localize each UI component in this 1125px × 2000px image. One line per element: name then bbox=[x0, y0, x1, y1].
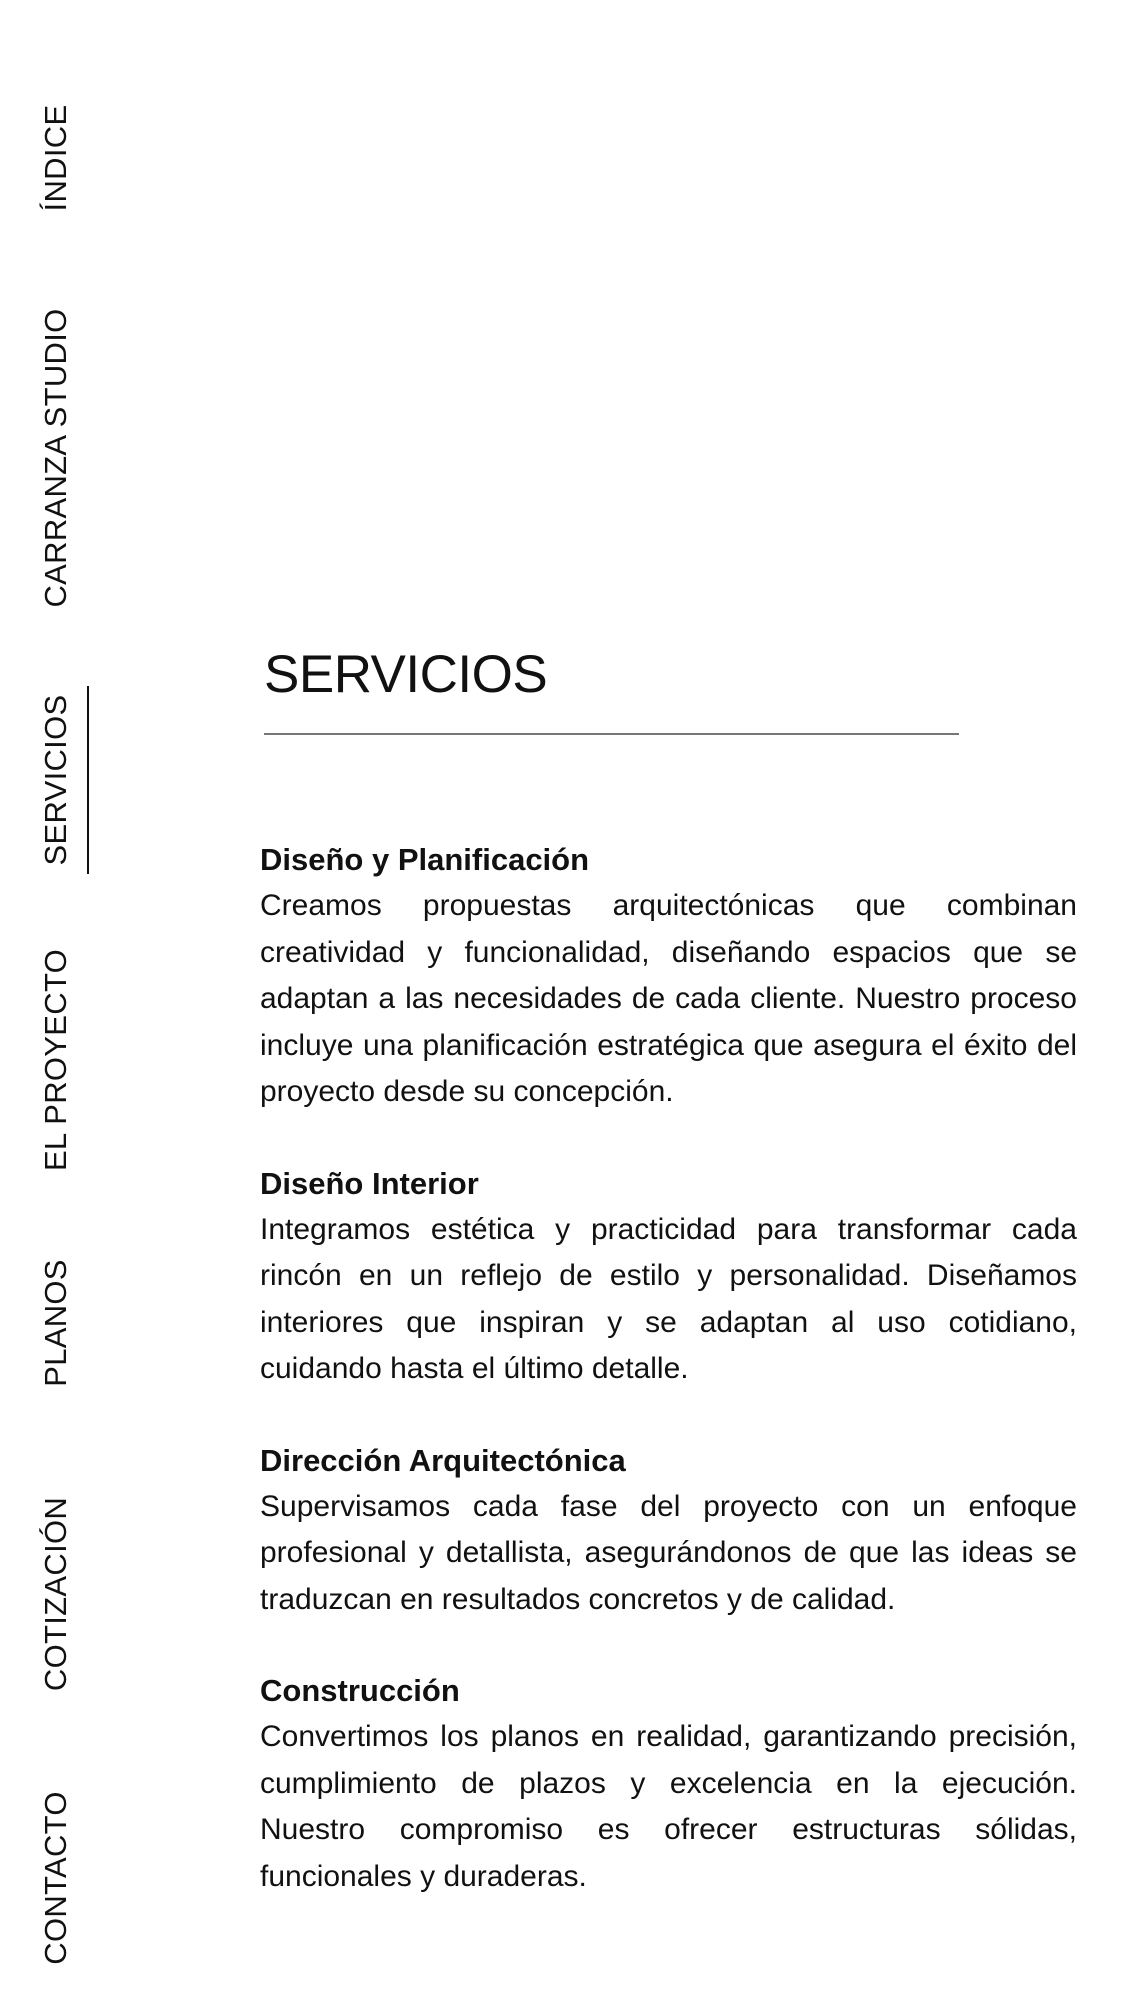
service-design-planning bbox=[260, 837, 1077, 1116]
service-title: Construcción bbox=[260, 1673, 460, 1708]
page-title: SERVICIOS bbox=[264, 645, 548, 704]
service-architectural-direction bbox=[260, 1438, 1077, 1624]
nav-item-planos[interactable]: PLANOS bbox=[38, 1259, 73, 1387]
nav-item-servicios[interactable]: SERVICIOS bbox=[38, 694, 73, 866]
nav-item-el-proyecto[interactable]: EL PROYECTO bbox=[38, 948, 73, 1172]
nav-item-cotizacion[interactable]: COTIZACIÓN bbox=[38, 1496, 73, 1692]
service-title: Diseño Interior bbox=[260, 1165, 479, 1201]
service-description: Convertimos los planos en realidad, garantizando precisión, cumplimiento de plazos y excelencia en la ejecución. Nuestro compromiso es ofrecer estructuras sólidas, funcionales y duraderas. bbox=[260, 1720, 1077, 1893]
nav-item-indice[interactable]: ÍNDICE bbox=[38, 104, 73, 212]
service-title: Dirección Arquitectónica bbox=[260, 1442, 626, 1478]
services-list bbox=[260, 837, 1077, 1945]
service-interior-design bbox=[260, 1161, 1077, 1393]
nav-item-contacto[interactable]: CONTACTO bbox=[38, 1791, 73, 1965]
service-title: Diseño y Planificación bbox=[260, 842, 590, 877]
service-description: Supervisamos cada fase del proyecto con un enfoque profesional y detallista, asegurándonos de que las ideas se traduzcan en resultados concretos y de calidad. bbox=[260, 1489, 1077, 1616]
title-divider bbox=[264, 733, 959, 735]
service-construction bbox=[260, 1668, 1077, 1900]
nav-active-indicator bbox=[87, 686, 89, 874]
service-description: Integramos estética y practicidad para transformar cada rincón en un reflejo de estilo y personalidad. Diseñamos interiores que inspiran y se adaptan al uso cotidiano, cuidando hasta el último detalle. bbox=[260, 1212, 1077, 1385]
nav-item-carranza-studio[interactable]: CARRANZA STUDIO bbox=[38, 308, 73, 608]
service-description: Creamos propuestas arquitectónicas que combinan creatividad y funcionalidad, diseñando espacios que se adaptan a las necesidades de cada cliente. Nuestro proceso incluye una planificación estratégica que asegura el éxito del proyecto desde su concepción. bbox=[260, 889, 1077, 1108]
